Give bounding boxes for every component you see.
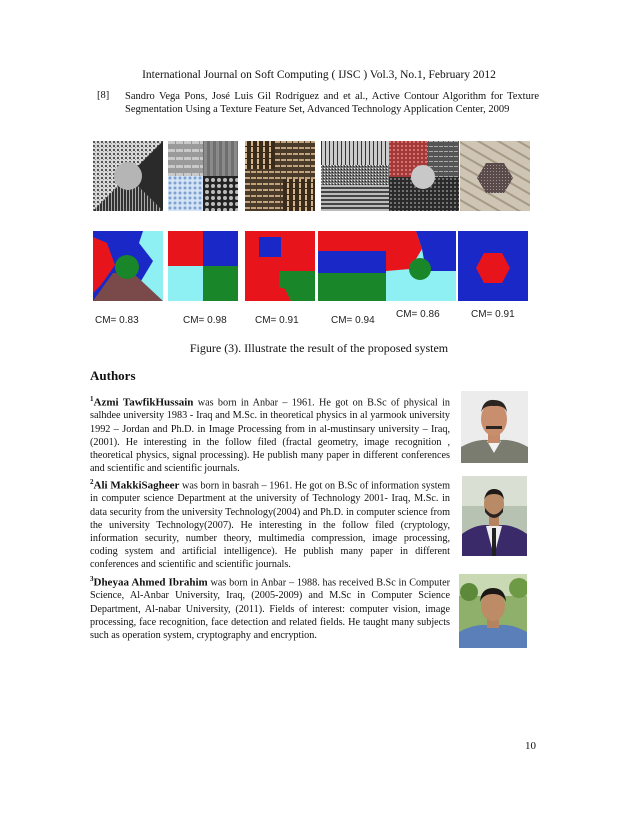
author-1-name: Azmi TawfikHussain bbox=[93, 396, 194, 409]
texture-image-2 bbox=[168, 141, 238, 211]
segmentation-result-3 bbox=[245, 231, 315, 301]
cm-label-2: CM= 0.98 bbox=[183, 315, 227, 326]
author-3-photo bbox=[459, 574, 527, 648]
cm-label-6: CM= 0.91 bbox=[471, 309, 515, 320]
author-1-bio-text: was born in Anbar – 1961. He got on B.Sc of physical in salhdee university 1983 - Iraq and M.Sc. in theoretical physics in al yarmook university 1992 – Jordan and Ph.D. in Image Processing from in al-mustinsary university – Iraq, (2001). He interesting in the follow filed (fractal geometry, image recognition , theoretical physics, signal processing). He publish many paper in different conferences and scientific and scientific journals. bbox=[90, 397, 450, 474]
texture-image-1 bbox=[93, 141, 163, 211]
texture-image-3 bbox=[245, 141, 315, 211]
author-3-name: Dheyaa Ahmed Ibrahim bbox=[93, 576, 208, 589]
figure-caption: Figure (3). Illustrate the result of the proposed system bbox=[189, 341, 449, 355]
author-bio-3 bbox=[90, 573, 450, 642]
author-3-superscript: 3 bbox=[90, 575, 94, 583]
author-2-name: Ali MakkiSagheer bbox=[93, 479, 180, 492]
reference-text: Sandro Vega Pons, José Luis Gil Rodríguez and et al., Active Contour Algorithm for Texture Segmentation Using a Texture Feature Set, Advanced Technology Application Center, 2009 bbox=[125, 91, 539, 115]
author-1-photo bbox=[461, 391, 528, 463]
author-2-superscript: 2 bbox=[90, 478, 94, 486]
cm-label-4: CM= 0.94 bbox=[331, 315, 375, 326]
cm-label-3: CM= 0.91 bbox=[255, 315, 299, 326]
author-3-bio-text: was born in Anbar – 1988. has received B.Sc in Computer Science, Al-Anbar University, Iraq, (2005-2009) and M.Sc in Computer Science Department, Al-nabar University, (2011). Fields of interest: computer vision, image processing, face recognition, face detection and related fields. He taught many subjects such as operation system, cryptography and encryption. bbox=[90, 577, 450, 641]
segmentation-result-6 bbox=[458, 231, 528, 301]
texture-image-5 bbox=[389, 141, 459, 211]
author-2-photo bbox=[462, 476, 527, 556]
segmentation-result-5 bbox=[386, 231, 456, 301]
page-number: 10 bbox=[525, 740, 536, 752]
author-bio-1 bbox=[90, 393, 450, 475]
author-bio-2 bbox=[90, 476, 450, 571]
segmentation-result-4 bbox=[318, 231, 388, 301]
authors-heading: Authors bbox=[90, 368, 136, 383]
segmentation-result-2 bbox=[168, 231, 238, 301]
reference-number: [8] bbox=[97, 90, 110, 101]
cm-label-1: CM= 0.83 bbox=[95, 315, 139, 326]
author-2-bio-text: was born in basrah – 1961. He got on B.Sc of information system in computer science Department at the university of Technology 2001- Iraq, M.Sc. in data security from the university Technology(2004) and Ph.D. in computer science from the university Technology(2007). He interesting in the follow filed (cryptology, information security, number theory, multimedia compression, image processing, coding system and artificial intelligence). He publish many paper in different conferences and scientific and scientific journals. bbox=[90, 480, 450, 570]
author-1-superscript: 1 bbox=[90, 395, 94, 403]
segmentation-result-1 bbox=[93, 231, 163, 301]
cm-label-5: CM= 0.86 bbox=[396, 309, 440, 320]
texture-image-4 bbox=[321, 141, 391, 211]
texture-image-6 bbox=[460, 141, 530, 211]
journal-header: International Journal on Soft Computing ( IJSC ) Vol.3, No.1, February 2012 bbox=[142, 69, 496, 81]
